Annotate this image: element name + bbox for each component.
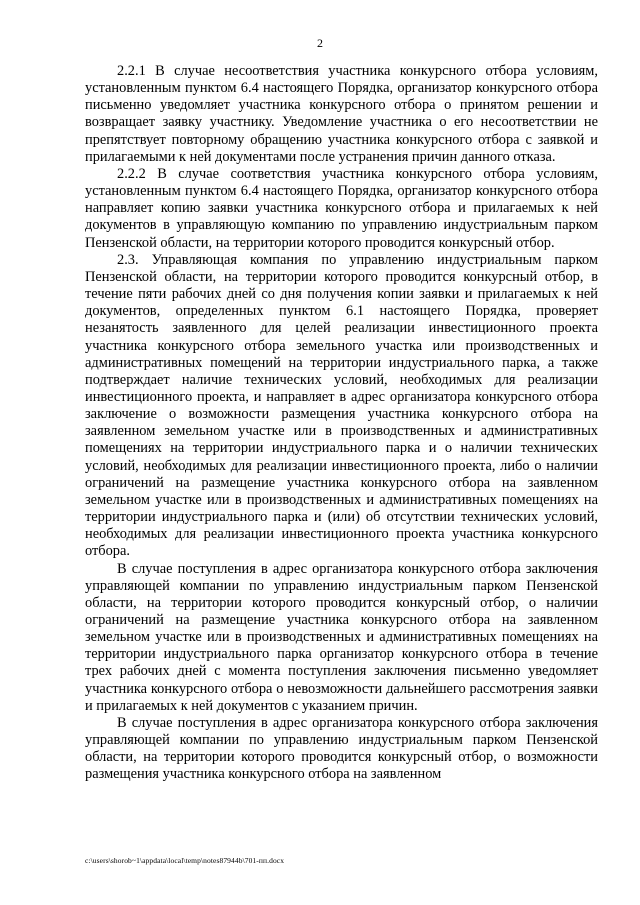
footer-file-path: c:\users\shorob~1\appdata\local\temp\notes87944b\701-пп.docx — [85, 856, 285, 865]
paragraph-2-2-1: 2.2.1 В случае несоответствия участника конкурсного отбора условиям, установленным пунктом 6.4 настоящего Порядка, организатор конкурсного отбора письменно уведомляет участника конкурсного отбора о принятом решении и возвращает заявку участнику. Уведомление участника о его несоответствии не препятствует повторному обращению участника конкурсного отбора с заявкой и прилагаемыми к ней документами после устранения причин данного отказа. — [85, 63, 598, 165]
page-number: 2 — [317, 36, 323, 50]
paragraph-2-2-2: 2.2.2 В случае соответствия участника конкурсного отбора условиям, установленным пунктом 6.4 настоящего Порядка, организатор конкурсного отбора направляет копию заявки участника конкурсного отбора и прилагаемых к ней документов в управляющую компанию по управлению индустриальным парком Пензенской области, на территории которого проводится конкурсный отбор. — [85, 165, 598, 251]
paragraph-possibility-case: В случае поступления в адрес организатора конкурсного отбора заключения управляющей компании по управлению индустриальным парком Пензенской области, на территории которого проводится конкурсный отбор, о возможности размещения участника конкурсного отбора на заявленном — [85, 714, 598, 783]
document-body — [85, 63, 598, 784]
paragraph-restrictions-case: В случае поступления в адрес организатора конкурсного отбора заключения управляющей компании по управлению индустриальным парком Пензенской области, на территории которого проводится конкурсный отбор, о наличии ограничений на размещение участника конкурсного отбора на заявленном земельном участке или в производственных и административных помещениях на территории индустриального парка организатор конкурсного отбора в течение трех рабочих дней с момента поступления заключения письменно уведомляет участника конкурсного отбора о невозможности дальнейшего рассмотрения заявки и прилагаемых к ней документов с указанием причин. — [85, 560, 598, 714]
paragraph-2-3: 2.3. Управляющая компания по управлению индустриальным парком Пензенской области, на территории которого проводится конкурсный отбор, в течение пяти рабочих дней со дня получения копии заявки и прилагаемых к ней документов, определенных пунктом 6.1 настоящего Порядка, проверяет незанятость заявленного для целей реализации инвестиционного проекта участника конкурсного отбора земельного участка или производственных и административных помещений на территории индустриального парка, а также подтверждает наличие технических условий, необходимых для реализации инвестиционного проекта, и направляет в адрес организатора конкурсного отбора заключение о возможности размещения участника конкурсного отбора на заявленном земельном участке или в производственных и административных помещениях на территории индустриального парка и о наличии технических условий, необходимых для реализации инвестиционного проекта, либо о наличии ограничений на размещение участника конкурсного отбора на заявленном земельном участке или в производственных и административных помещениях на территории индустриального парка и (или) об отсутствии технических условий, необходимых для реализации инвестиционного проекта участника конкурсного отбора. — [85, 251, 598, 560]
